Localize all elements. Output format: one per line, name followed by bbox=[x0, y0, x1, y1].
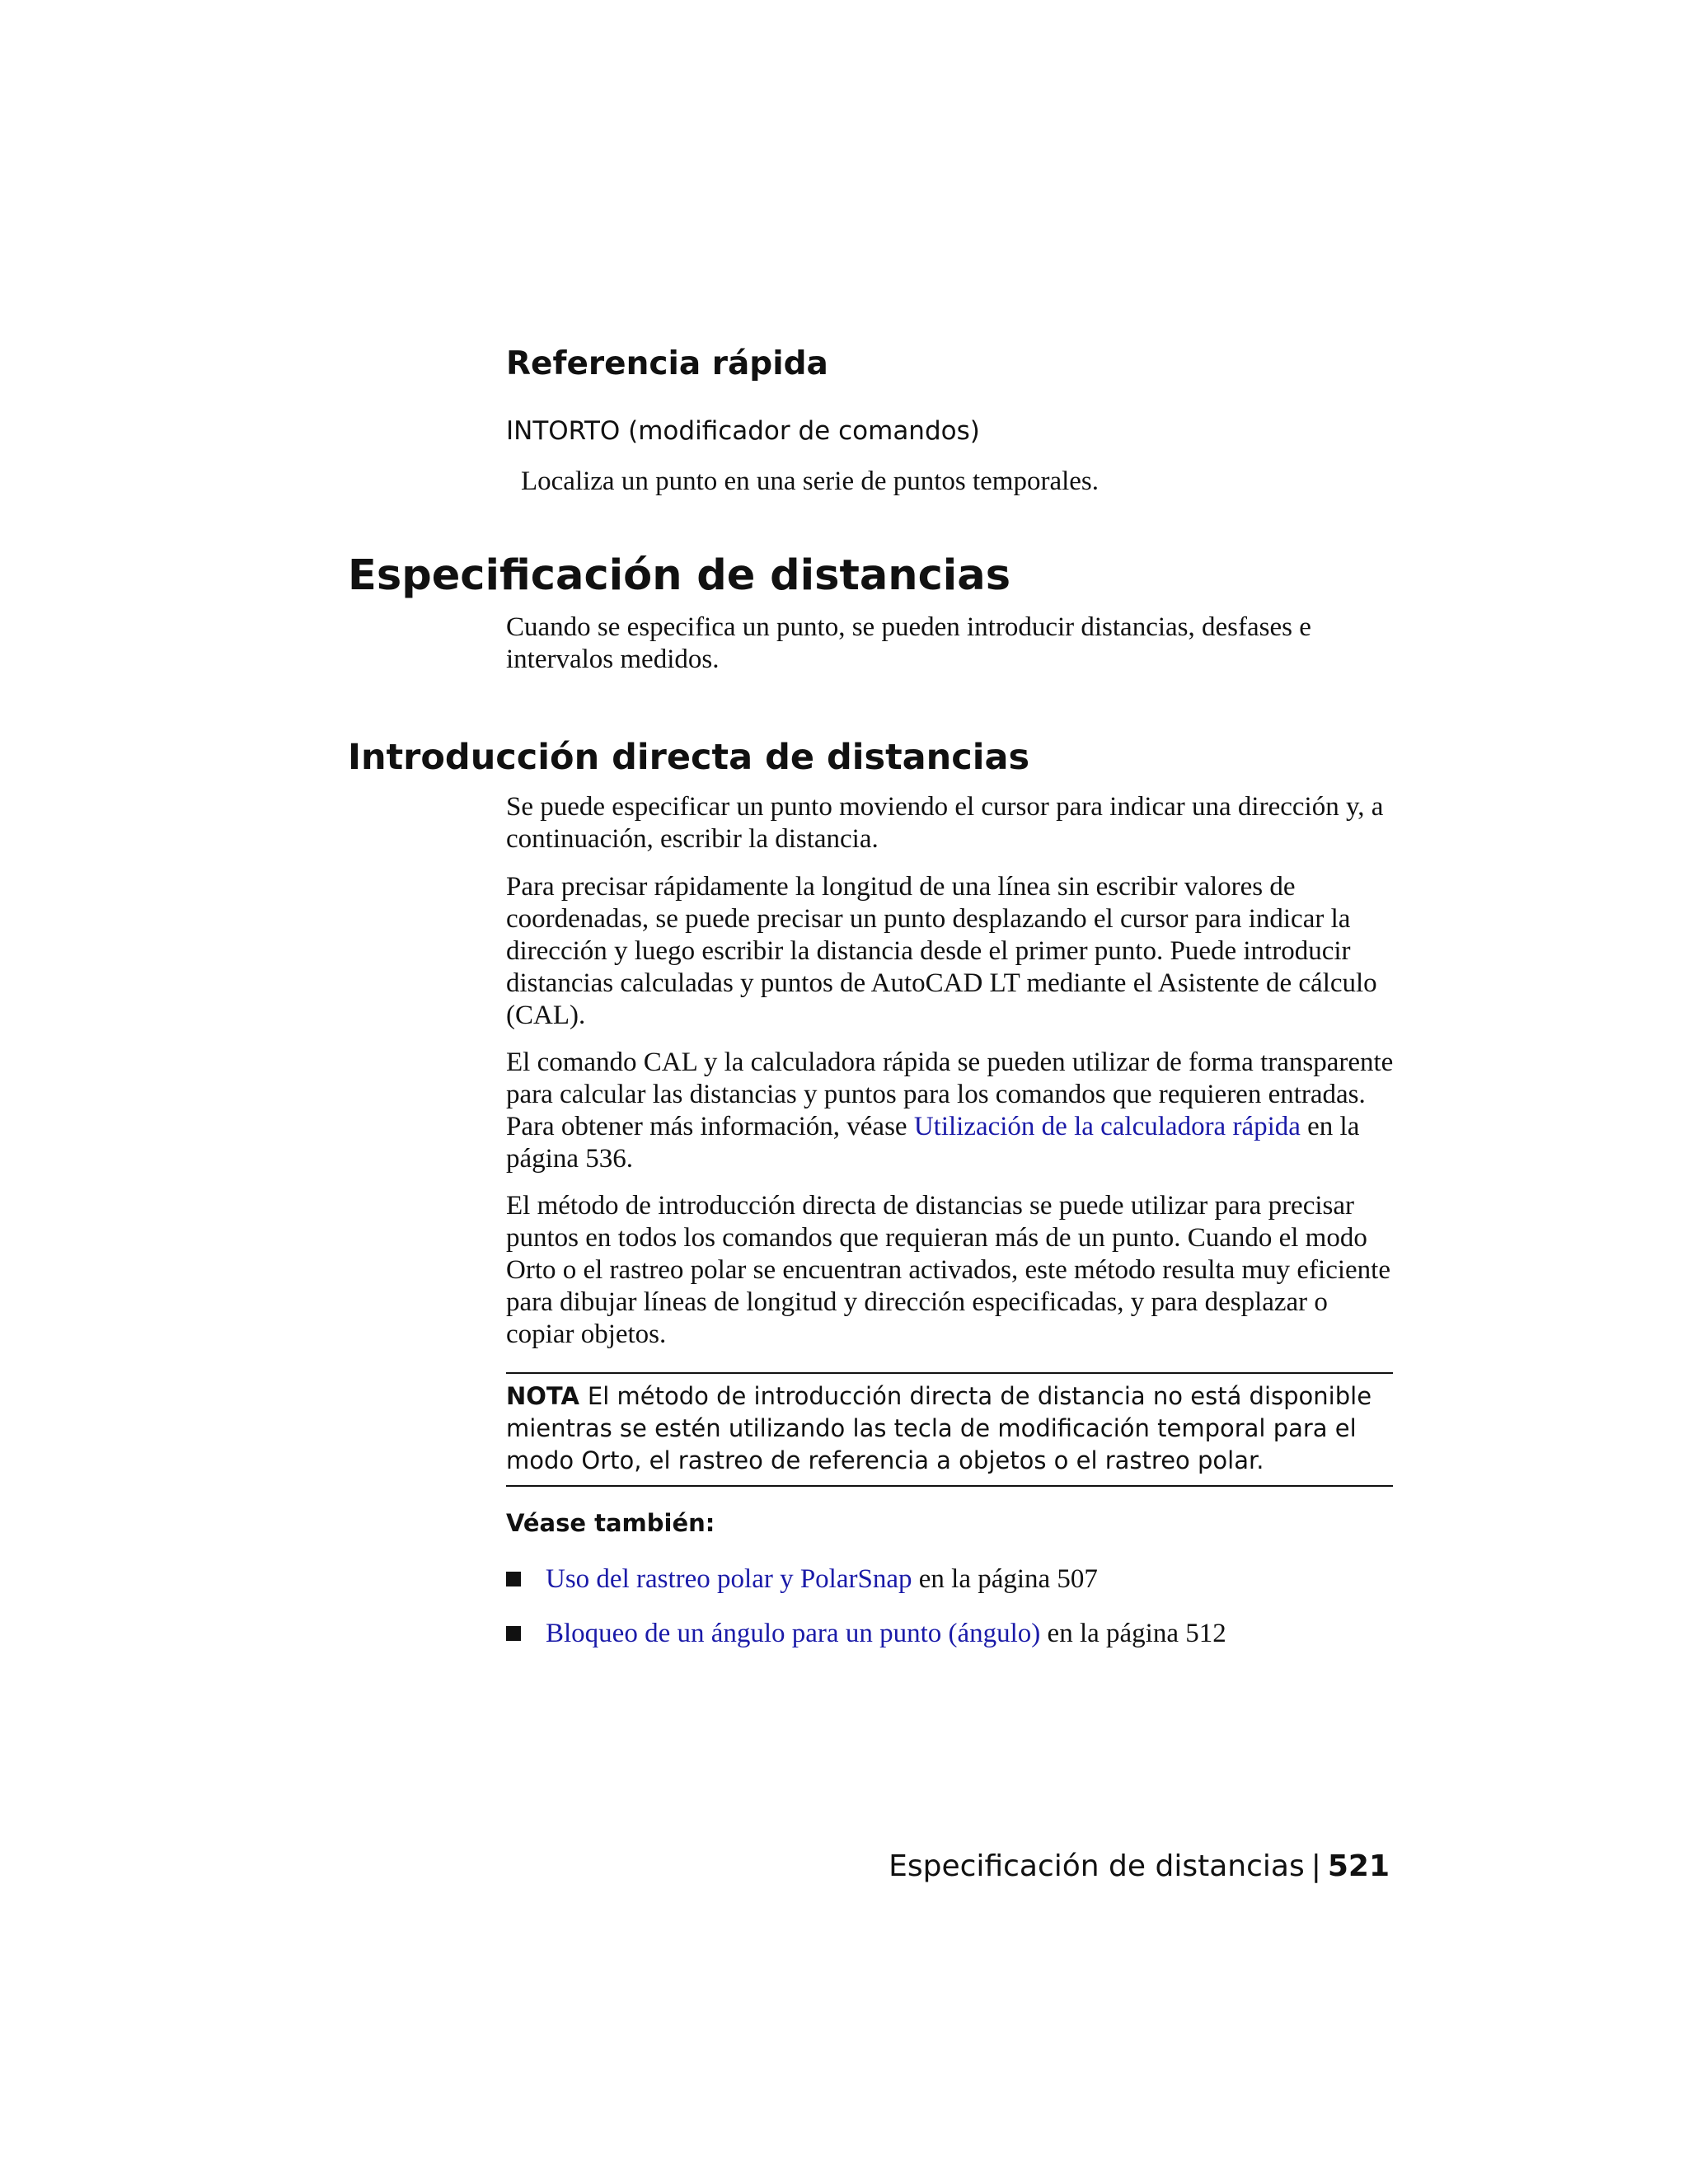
section-intro: Cuando se especifica un punto, se pueden introducir distancias, desfases e intervalos medidos. bbox=[506, 612, 1311, 674]
body-paragraph-4: El método de introducción directa de distancias se puede utilizar para precisar puntos en todos los comandos que requieran más de un punto. Cuando el modo Orto o el rastreo polar se encuentran activados, este método resulta muy eficiente para dibujar líneas de longitud y dirección especificadas, y para desplazar o copiar objetos. bbox=[506, 1191, 1390, 1349]
page-number: 521 bbox=[1327, 1849, 1390, 1883]
quick-reference-description: Localiza un punto en una serie de puntos temporales. bbox=[521, 466, 1100, 496]
see-also-item-text bbox=[546, 1563, 1098, 1596]
body-paragraph-3 bbox=[506, 1047, 1396, 1175]
subsection-title: Introducción directa de distancias bbox=[348, 737, 1030, 778]
quick-calculator-link[interactable]: Utilización de la calculadora rápida bbox=[913, 1112, 1301, 1141]
see-also-item bbox=[506, 1617, 1226, 1650]
page-footer bbox=[889, 1848, 1390, 1886]
section-title: Especificación de distancias bbox=[348, 551, 1011, 600]
paragraph-3-text-before-link: El comando CAL y la calculadora rápida se pueden utilizar de forma transparente para calcular las distancias y puntos para los comandos que requieren entradas. Para obtener más información, véase bbox=[506, 1047, 1394, 1141]
body-paragraph-1: Se puede especificar un punto moviendo el cursor para indicar una dirección y, a continuación, escribir la distancia. bbox=[506, 792, 1384, 854]
quick-reference-command: INTORTO (modificador de comandos) bbox=[506, 416, 980, 446]
see-also-item-text bbox=[546, 1617, 1226, 1650]
body-paragraph-2: Para precisar rápidamente la longitud de una línea sin escribir valores de coordenadas, se puede precisar un punto desplazando el cursor para indicar la dirección y luego escribir la distancia desde el primer punto. Puede introducir distancias calculadas y puntos de AutoCAD LT mediante el Asistente de cálculo (CAL). bbox=[506, 872, 1377, 1030]
see-also-item-suffix: en la página 507 bbox=[912, 1564, 1098, 1594]
quick-reference-heading: Referencia rápida bbox=[506, 345, 828, 382]
see-also-heading: Véase también: bbox=[506, 1509, 715, 1537]
footer-separator: | bbox=[1311, 1849, 1321, 1883]
note-label: NOTA bbox=[506, 1382, 579, 1410]
footer-section-title: Especificación de distancias bbox=[889, 1849, 1305, 1883]
paragraph-3-text-after-link: en la página 536. bbox=[506, 1112, 1360, 1174]
angle-lock-link[interactable]: Bloqueo de un ángulo para un punto (ángulo) bbox=[546, 1619, 1041, 1648]
see-also-item-suffix: en la página 512 bbox=[1040, 1619, 1226, 1648]
see-also-item bbox=[506, 1563, 1098, 1596]
note-text: El método de introducción directa de distancia no está disponible mientras se estén utilizando las tecla de modificación temporal para el modo Orto, el rastreo de referencia a objetos o el rastreo polar. bbox=[506, 1382, 1372, 1474]
square-bullet-icon bbox=[506, 1572, 521, 1586]
polar-tracking-link[interactable]: Uso del rastreo polar y PolarSnap bbox=[546, 1564, 912, 1594]
square-bullet-icon bbox=[506, 1626, 521, 1641]
note-box bbox=[506, 1372, 1393, 1487]
